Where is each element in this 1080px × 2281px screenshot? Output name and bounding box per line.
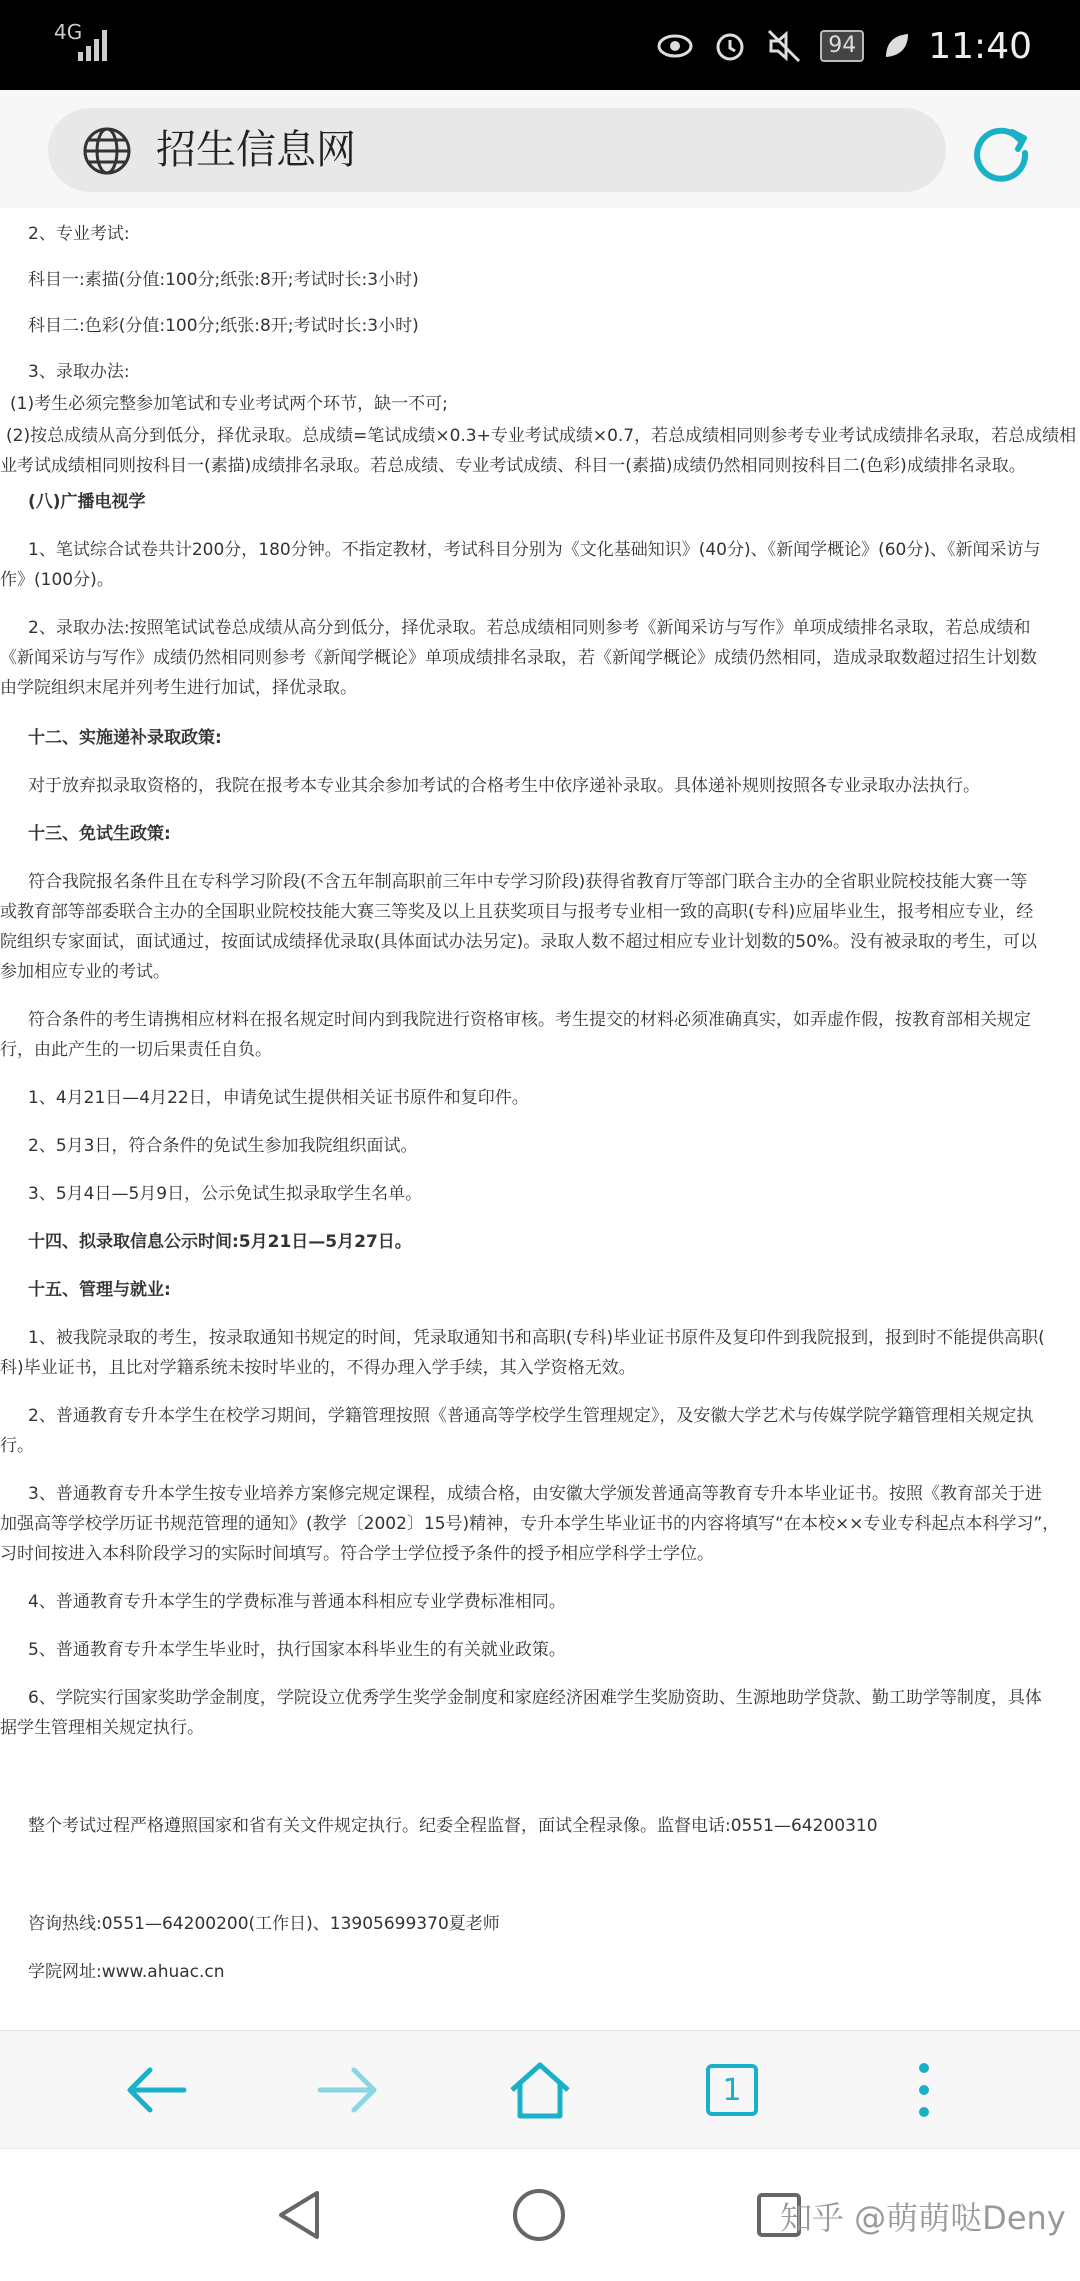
globe-icon [82,126,132,176]
content-line: 作》(100分)。 [0,570,114,590]
browser-bottom-nav [0,2030,1080,2149]
content-line: 咨询热线:0551—64200200(工作日)、13905699370夏老师 [28,1914,500,1934]
content-line: 整个考试过程严格遵照国家和省有关文件规定执行。纪委全程监督，面试全程录像。监督电话:0551—64200310 [28,1816,878,1836]
page-title: 招生信息网 [156,127,356,173]
content-line: 学院网址:www.ahuac.cn [28,1962,225,1982]
network-type: 4G [54,20,83,44]
content-line: 4、普通教育专升本学生的学费标准与普通本科相应专业学费标准相同。 [28,1592,566,1612]
section-heading: 十三、免试生政策: [28,824,171,844]
status-bar [0,0,1080,90]
content-line: 参加相应专业的考试。 [0,962,170,982]
content-line: 3、普通教育专升本学生按专业培养方案修完规定课程，成绩合格，由安徽大学颁发普通高等教育专升本毕业证书。按照《教育部关于进 [28,1484,1042,1504]
section-heading: 十五、管理与就业: [28,1280,171,1300]
content-line: 6、学院实行国家奖助学金制度，学院设立优秀学生奖学金制度和家庭经济困难学生奖励资助、生源地助学贷款、勤工助学等制度，具体 [28,1688,1042,1708]
content-line: 2、5月3日，符合条件的免试生参加我院组织面试。 [28,1136,418,1156]
home-button[interactable] [500,2055,580,2125]
system-back-icon [275,2189,323,2241]
alarm-icon [712,28,748,64]
content-line: 1、笔试综合试卷共计200分，180分钟。不指定教材，考试科目分别为《文化基础知识》(40分)、《新闻学概论》(60分)、《新闻采访与 [28,540,1041,560]
content-line: 由学院组织末尾并列考生进行加试，择优录取。 [0,678,357,698]
content-line: 3、5月4日—5月9日，公示免试生拟录取学生名单。 [28,1184,423,1204]
content-line: 科)毕业证书，且比对学籍系统未按时毕业的，不得办理入学手续，其入学资格无效。 [0,1358,636,1378]
watermark: 知乎 @萌萌哒Deny [780,2199,1066,2237]
content-line: 5、普通教育专升本学生毕业时，执行国家本科毕业生的有关就业政策。 [28,1640,566,1660]
content-line: 《新闻采访与写作》成绩仍然相同则参考《新闻学概论》单项成绩排名录取，若《新闻学概论》成绩仍然相同，造成录取数超过招生计划数 [0,648,1037,668]
content-line: 加强高等学校学历证书规范管理的通知》(教学〔2002〕15号)精神，专升本学生毕业证书的内容将填写“在本校××专业专科起点本科学习”， [0,1514,1060,1534]
back-arrow-icon [124,2064,188,2116]
menu-button[interactable] [884,2055,964,2125]
clock: 11:40 [928,25,1032,67]
more-vertical-icon [914,2060,934,2120]
forward-arrow-icon [316,2064,380,2116]
content-line: 行。 [0,1436,34,1456]
content-line: (2)按总成绩从高分到低分，择优录取。总成绩=笔试成绩×0.3+专业考试成绩×0.7，若总成绩相同则参考专业考试成绩排名录取，若总成绩相 [6,426,1077,446]
eye-icon [656,31,694,61]
content-line: 符合条件的考生请携相应材料在报名规定时间内到我院进行资格审核。考生提交的材料必须准确真实，如弄虚作假，按教育部相关规定 [28,1010,1031,1030]
content-line: 对于放弃拟录取资格的，我院在报考本专业其余参加考试的合格考生中依序递补录取。具体递补规则按照各专业录取办法执行。 [28,776,980,796]
browser-toolbar [0,90,1080,208]
system-home-icon [511,2187,567,2243]
refresh-icon[interactable] [968,120,1034,186]
content-line: 或教育部等部委联合主办的全国职业院校技能大赛三等奖及以上且获奖项目与报考专业相一致的高职(专科)应届毕业生，报考相应专业，经 [0,902,1034,922]
content-line: 3、录取办法: [28,362,130,382]
content-line: 1、4月21日—4月22日，申请免试生提供相关证书原件和复印件。 [28,1088,529,1108]
address-bar[interactable] [48,108,946,192]
content-line: 科目一:素描(分值:100分;纸张:8开;考试时长:3小时) [28,270,419,290]
signal-icon [76,24,112,62]
section-heading: 十二、实施递补录取政策: [28,728,222,748]
content-line: 2、普通教育专升本学生在校学习期间，学籍管理按照《普通高等学校学生管理规定》，及安徽大学艺术与传媒学院学籍管理相关规定执 [28,1406,1034,1426]
system-nav-bar [0,2148,1080,2281]
content-line: 2、专业考试: [28,224,130,244]
system-home-button[interactable] [504,2185,574,2245]
content-line: 行，由此产生的一切后果责任自负。 [0,1040,272,1060]
home-icon [508,2060,572,2120]
tabs-button[interactable] [692,2055,772,2125]
content-line: 符合我院报名条件且在专科学习阶段(不含五年制高职前三年中专学习阶段)获得省教育厅等部门联合主办的全省职业院校技能大赛一等 [28,872,1028,892]
content-line: 院组织专家面试，面试通过，按面试成绩择优录取(具体面试办法另定)。录取人数不超过相应专业计划数的50%。没有被录取的考生，可以 [0,932,1038,952]
back-button[interactable] [116,2055,196,2125]
tab-count: 1 [722,2072,742,2108]
content-line: (1)考生必须完整参加笔试和专业考试两个环节，缺一不可; [10,394,448,414]
battery-icon: 94 [820,30,864,62]
content-line: 2、录取办法:按照笔试试卷总成绩从高分到低分，择优录取。若总成绩相同则参考《新闻采访与写作》单项成绩排名录取，若总成绩和 [28,618,1031,638]
section-heading: (八)广播电视学 [28,492,146,512]
section-heading: 十四、拟录取信息公示时间:5月21日—5月27日。 [28,1232,412,1252]
content-line: 科目二:色彩(分值:100分;纸张:8开;考试时长:3小时) [28,316,419,336]
mute-icon [766,28,802,64]
content-line: 1、被我院录取的考生，按录取通知书规定的时间，凭录取通知书和高职(专科)毕业证书原件及复印件到我院报到，报到时不能提供高职( [28,1328,1045,1348]
content-line: 据学生管理相关规定执行。 [0,1718,204,1738]
forward-button[interactable] [308,2055,388,2125]
content-line: 业考试成绩相同则按科目一(素描)成绩排名录取。若总成绩、专业考试成绩、科目一(素描)成绩仍然相同则按科目二(色彩)成绩排名录取。 [0,456,1026,476]
system-back-button[interactable] [264,2185,334,2245]
page-content [0,208,1080,2030]
content-line: 习时间按进入本科阶段学习的实际时间填写。符合学士学位授予条件的授予相应学科学士学位。 [0,1544,714,1564]
leaf-icon [882,31,910,61]
